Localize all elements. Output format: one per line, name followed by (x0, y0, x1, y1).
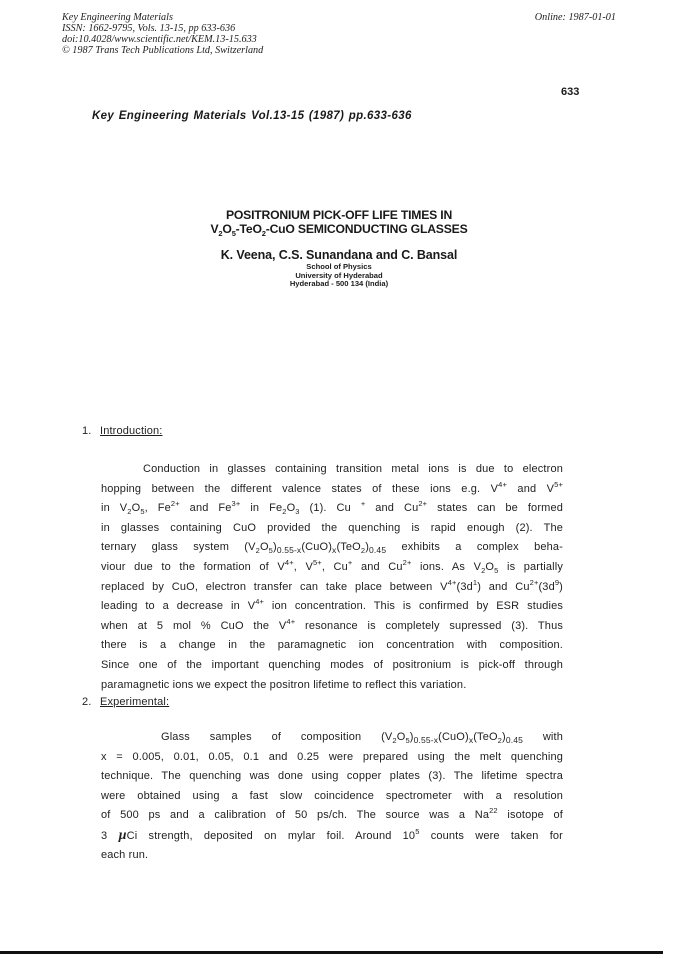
subscript: 0.55-x (413, 735, 439, 745)
subscript: 3 (295, 507, 300, 517)
section-heading-experimental (82, 696, 169, 708)
text-run: and V (507, 482, 555, 495)
superscript: 3+ (231, 499, 241, 509)
running-title: Key Engineering Materials Vol.13-15 (1987) pp.633-636 (92, 110, 412, 122)
subscript: 2 (497, 736, 502, 745)
paper-title-line-1: POSITRONIUM PICK-OFF LIFE TIMES IN (225, 208, 453, 222)
text-run: with (522, 731, 563, 743)
superscript: 4+ (255, 597, 265, 607)
text-run: and Cu (365, 502, 419, 515)
text-run: of 500 ps and a calibration of 50 ps/ch. The source was a Na (101, 809, 490, 822)
text-run: viour due to the formation of V (101, 560, 285, 573)
superscript: 4+ (498, 479, 508, 489)
subscript: 0.55-x (276, 545, 302, 556)
title-text: O (222, 222, 232, 236)
subscript: 2 (360, 546, 366, 556)
text-run: in V (101, 502, 128, 515)
title-subscript: 2 (218, 229, 223, 238)
text-run: O (485, 560, 495, 573)
text-run: in Fe (240, 502, 283, 515)
doi-line: doi:10.4028/www.scientific.net/KEM.13-15.633 (62, 34, 257, 45)
paper-title-line-2 (0, 222, 678, 238)
text-line (101, 826, 563, 846)
text-line (101, 597, 563, 617)
text-run: resonance is completely supressed (3). Thus (295, 619, 563, 632)
text-run: (3d (538, 580, 555, 593)
page-number: 633 (561, 86, 580, 98)
section-title: Experimental: (100, 696, 170, 708)
text-run: O (396, 731, 406, 743)
text-line (101, 617, 563, 637)
text-run: O (286, 502, 296, 515)
text-line (101, 499, 563, 519)
text-line (101, 728, 563, 748)
text-line: each run. (101, 848, 149, 861)
mu-symbol: µ (118, 827, 127, 843)
title-subscript: 5 (231, 229, 236, 238)
text-line: technique. The quenching was done using copper plates (3). The lifetime spectra (101, 770, 563, 783)
superscript: 4+ (286, 616, 296, 626)
text-line (101, 806, 563, 826)
introduction-paragraph (101, 460, 563, 695)
text-run: ions. As V (411, 560, 482, 573)
text-line: x = 0.005, 0.01, 0.05, 0.1 and 0.25 were prepared using the melt quenching (101, 750, 563, 763)
text-run: , Fe (144, 502, 171, 515)
text-line (101, 538, 563, 558)
text-run: (1). Cu (299, 502, 361, 515)
journal-header (62, 12, 263, 56)
section-title: Introduction: (100, 425, 163, 437)
superscript: 4+ (447, 577, 457, 587)
text-run: hopping between the different valence states of these ions e.g. V (101, 482, 499, 495)
authors: K. Veena, C.S. Sunandana and C. Bansal (220, 248, 458, 262)
text-run: ) (502, 731, 506, 743)
section-heading-introduction (82, 425, 163, 437)
text-line: paramagnetic ions we expect the positron lifetime to reflect this variation. (101, 678, 467, 691)
superscript: + (360, 499, 366, 509)
issn-line: ISSN: 1662-9795, Vols. 13-15, pp 633-636 (62, 23, 236, 34)
text-run: leading to a decrease in V (101, 600, 256, 613)
superscript: 1 (472, 577, 478, 587)
title-subscript: 2 (261, 229, 266, 238)
superscript: 22 (489, 806, 498, 816)
text-run: , Cu (321, 560, 348, 573)
text-run: ion concentration. This is confirmed by ESR studies (264, 600, 563, 613)
subscript: 0.45 (369, 545, 387, 556)
superscript: 2+ (529, 577, 539, 587)
text-run: ) (409, 731, 414, 743)
subscript: 5 (140, 507, 145, 517)
text-run: is partially (498, 560, 563, 573)
text-run: (CuO) (438, 731, 469, 743)
subscript: 5 (494, 565, 499, 575)
text-run: exhibits a complex beha- (386, 541, 563, 554)
bottom-rule (0, 951, 663, 954)
copyright-line: © 1987 Trans Tech Publications Ltd, Switzerland (62, 45, 264, 56)
text-run: when at 5 mol % CuO the V (101, 619, 287, 632)
text-run: counts were taken for (419, 829, 563, 842)
superscript: + (347, 557, 353, 567)
title-text: V (210, 222, 219, 236)
text-run: ) and Cu (477, 580, 530, 593)
subscript: x (468, 735, 474, 745)
superscript: 5+ (312, 557, 322, 567)
superscript: 5 (415, 826, 420, 836)
superscript: 4+ (284, 557, 294, 567)
text-run: (TeO (473, 731, 498, 743)
text-run: Glass samples of composition (V (161, 731, 393, 743)
subscript: 0.45 (505, 735, 523, 745)
text-run: ) (365, 541, 370, 554)
subscript: 2 (127, 507, 132, 517)
text-line: were obtained using a fast slow coincidence spectrometer with a resolution (101, 789, 563, 802)
text-line: Conduction in glasses containing transition metal ions is due to electron (143, 463, 563, 475)
subscript: 2 (481, 565, 486, 575)
text-line (101, 480, 563, 500)
superscript: 5+ (554, 479, 563, 489)
text-run: and Cu (352, 560, 403, 573)
journal-name: Key Engineering Materials (62, 12, 173, 23)
affiliation (0, 263, 678, 289)
affiliation-school: School of Physics (306, 262, 372, 271)
superscript: 2+ (170, 499, 180, 509)
text-run: (TeO (336, 541, 361, 554)
text-run: ) (559, 580, 563, 593)
experimental-paragraph (101, 728, 563, 865)
text-run: and Fe (179, 502, 232, 515)
superscript: 2+ (418, 499, 428, 509)
superscript: 9 (554, 577, 560, 587)
subscript: x (332, 545, 337, 556)
affiliation-university: University of Hyderabad (295, 270, 383, 280)
text-run: O (131, 502, 141, 515)
title-text: -TeO (235, 222, 262, 236)
text-run: replaced by CuO, electron transfer can take place between V (101, 580, 448, 593)
text-run: isotope of (497, 809, 563, 822)
text-run: (3d (456, 580, 473, 593)
text-line (101, 578, 563, 598)
subscript: 5 (405, 736, 410, 745)
text-run: O (259, 541, 269, 554)
text-line (101, 558, 563, 578)
subscript: 2 (255, 546, 260, 556)
subscript: 5 (268, 546, 273, 556)
superscript: 2+ (402, 557, 412, 567)
text-line: Since one of the important quenching modes of positronium is pick-off through (101, 658, 563, 671)
title-block (0, 208, 678, 289)
subscript: 2 (282, 507, 287, 517)
text-run: 3 (101, 829, 119, 842)
online-date: Online: 1987-01-01 (534, 12, 616, 23)
title-text: -CuO SEMICONDUCTING GLASSES (265, 222, 468, 236)
text-run: , V (293, 560, 313, 573)
text-run: ternary glass system (V (101, 541, 256, 554)
section-number: 2. (82, 696, 92, 708)
text-line: there is a change in the paramagnetic ion concentration with composition. (101, 639, 563, 652)
affiliation-address: Hyderabad - 500 134 (India) (289, 279, 389, 289)
text-run: (CuO) (301, 541, 333, 554)
text-run: ) (272, 541, 277, 554)
text-run: states can be formed (427, 502, 563, 515)
subscript: 2 (392, 736, 397, 745)
text-line: in glasses containing CuO provided the quenching is rapid enough (2). The (101, 521, 563, 534)
text-run: Ci strength, deposited on mylar foil. Around 10 (126, 829, 416, 842)
section-number: 1. (82, 425, 92, 437)
